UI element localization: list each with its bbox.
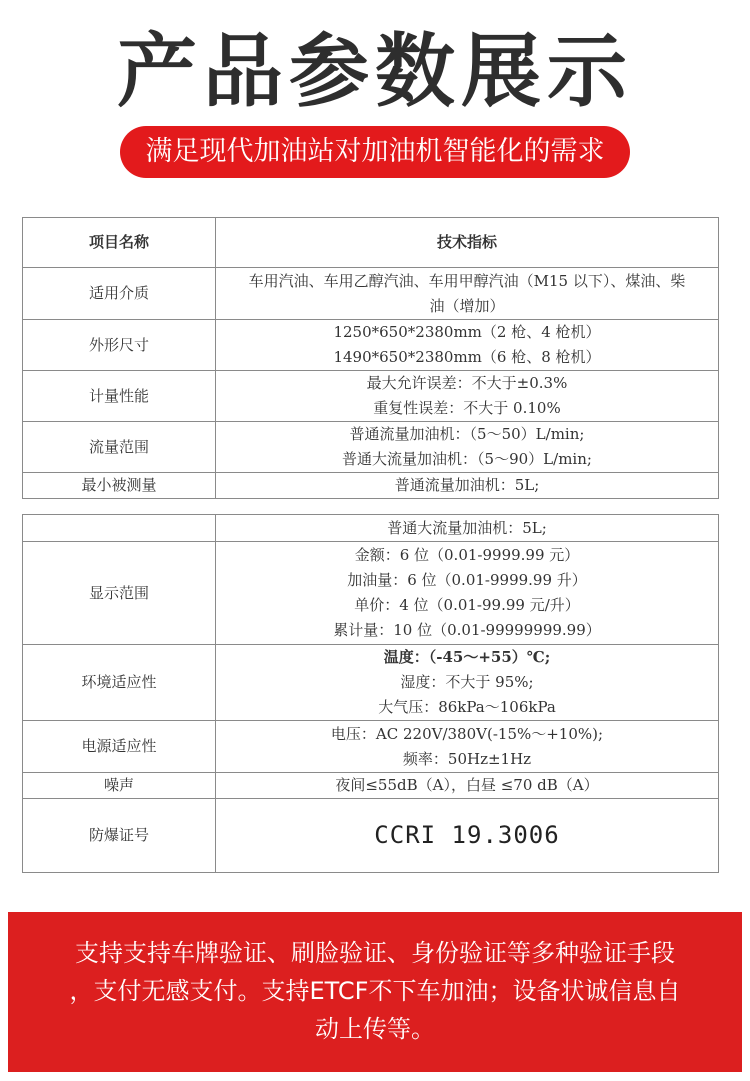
value-line: 夜间≤55dB（A），白昼 ≤70 dB（A）: [335, 776, 599, 794]
header-name: 项目名称: [23, 218, 216, 268]
value-line: 1490*650*2380mm（6 枪、8 枪机）: [333, 348, 601, 366]
value-line: 大气压：86kPa～106kPa: [378, 698, 556, 716]
certificate-number: CCRI 19.3006: [374, 821, 560, 849]
row-name: 电源适应性: [23, 721, 216, 773]
value-line: 车用汽油、车用乙醇汽油、车用甲醇汽油（M15 以下）、煤油、柴: [248, 271, 686, 290]
row-value: [216, 422, 719, 473]
table-header-row: [23, 218, 719, 268]
value-line: 加油量：6 位（0.01-9999.99 升）: [347, 571, 587, 589]
table-row: [23, 542, 719, 645]
row-name: [23, 515, 216, 542]
table-row: [23, 371, 719, 422]
value-line: 普通大流量加油机：5L;: [387, 518, 547, 537]
value-line: 单价：4 位（0.01-99.99 元/升）: [354, 596, 580, 614]
row-name: 计量性能: [23, 371, 216, 422]
value-line: 1250*650*2380mm（2 枪、4 枪机）: [333, 323, 601, 341]
row-name: 最小被测量: [23, 473, 216, 499]
table-row: [23, 773, 719, 799]
table-row: [23, 320, 719, 371]
row-value: [216, 473, 719, 499]
page-title: 产品参数展示: [117, 25, 633, 118]
banner-line: 动上传等。: [315, 1015, 435, 1043]
value-line: 温度：（-45～+55）℃;: [383, 648, 551, 666]
row-name: 适用介质: [23, 268, 216, 320]
value-line: 最大允许误差：不大于±0.3%: [366, 374, 568, 392]
value-line: 重复性误差：不大于 0.10%: [373, 399, 561, 417]
row-name: 防爆证号: [23, 799, 216, 873]
row-value: [216, 320, 719, 371]
row-name: 外形尺寸: [23, 320, 216, 371]
row-name: 噪声: [23, 773, 216, 799]
spec-table-2: [22, 514, 719, 873]
row-name: 显示范围: [23, 542, 216, 645]
value-line: 湿度：不大于 95%;: [400, 673, 534, 691]
row-value: [216, 268, 719, 320]
table-row: [23, 515, 719, 542]
spec-table-1: [22, 217, 719, 499]
row-value: [216, 799, 719, 873]
row-name: 流量范围: [23, 422, 216, 473]
subtitle-banner: 满足现代加油站对加油机智能化的需求: [120, 126, 630, 178]
table-row: [23, 721, 719, 773]
row-value: [216, 645, 719, 721]
value-line: 金额：6 位（0.01-9999.99 元）: [354, 546, 580, 564]
banner-line: ，支付无感支付。支持ETCF不下车加油；设备状诚信息自: [69, 977, 681, 1005]
value-line: 累计量：10 位（0.01-99999999.99）: [333, 621, 601, 639]
value-line: 普通大流量加油机：（5～90）L/min;: [342, 450, 592, 468]
row-value: [216, 515, 719, 542]
row-value: [216, 371, 719, 422]
table-row: [23, 473, 719, 499]
value-line: 普通流量加油机：（5～50）L/min;: [349, 425, 585, 443]
table-row: [23, 799, 719, 873]
feature-banner: [8, 912, 742, 1072]
table-row: [23, 268, 719, 320]
value-line: 频率：50Hz±1Hz: [402, 749, 532, 768]
table-row: [23, 645, 719, 721]
header-value: 技术指标: [216, 218, 719, 268]
row-name: 环境适应性: [23, 645, 216, 721]
row-value: [216, 542, 719, 645]
row-value: [216, 721, 719, 773]
row-value: [216, 773, 719, 799]
banner-line: 支持支持车牌验证、刷脸验证、身份验证等多种验证手段: [75, 939, 675, 967]
table-row: [23, 422, 719, 473]
value-line: 油（增加）: [429, 296, 505, 315]
value-line: 普通流量加油机：5L;: [394, 476, 540, 494]
value-line: 电压：AC 220V/380V(-15%～+10%);: [330, 724, 604, 743]
